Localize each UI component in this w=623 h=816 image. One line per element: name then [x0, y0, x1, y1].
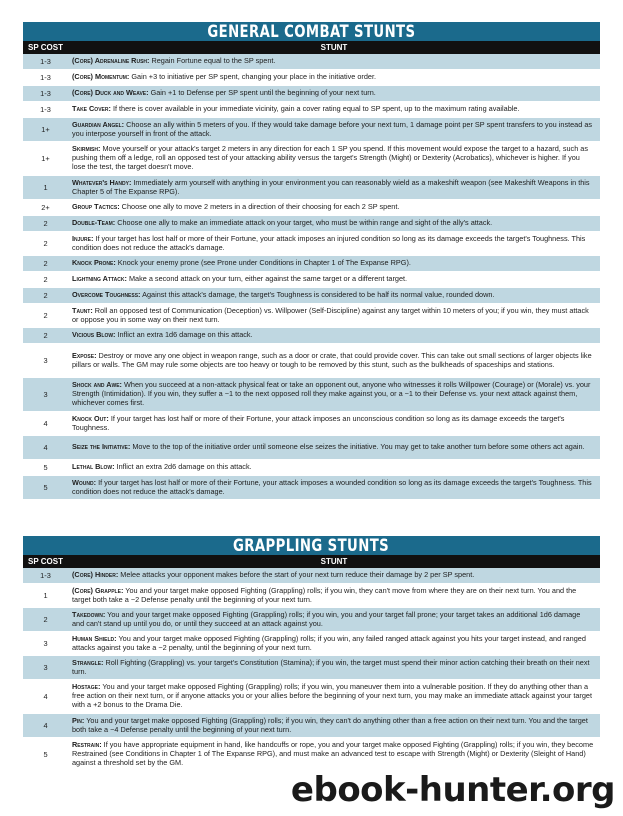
stunt-name: Restrain: [72, 740, 102, 750]
stunt-cell [68, 105, 600, 114]
table-row [23, 272, 600, 288]
stunt-description: Choose one ally to make an immediate attack on your target, who must be within range and sight of the ally's attack. [115, 218, 493, 228]
general-combat-stunts-table [23, 22, 600, 500]
stunt-description: When you succeed at a non-attack physical feat or take an opponent out, anyone who witnesses it rolls Willpower (Courage) or (Morale) vs. your Strength (Intimidation). If you win, they suffer a −1 to the next opposed roll they make against you, or a −1 to their Defense vs. your next attack against them, whichever comes first. [72, 380, 591, 407]
stunt-name: Pin: [72, 715, 85, 725]
stunt-description: Melee attacks your opponent makes before the start of your next turn reduce their damage by 2 per SP spent. [118, 570, 475, 580]
stunt-cell [68, 463, 600, 472]
sp-cost-cell: 1-3 [40, 73, 51, 82]
stunt-description: You and your target make opposed Fighting (Grappling) rolls; if you win, you maneuver them into a vulnerable position. If they do anything other than a free action on their next turn, or if anyone attacks you or your allies before the beginning of your next turn, you may make an immediate attack against your target with a +2 bonus to the Drama Die. [72, 682, 592, 709]
sp-cost-cell: 3 [43, 390, 48, 399]
stunt-name: Seize the Initiative: [72, 442, 131, 452]
table-row [23, 476, 600, 500]
stunt-description: Make a second attack on your turn, either against the same target or a different target. [126, 274, 408, 284]
sp-cost-cell: 2 [43, 311, 48, 320]
table-row [23, 118, 600, 142]
sp-cost-cell: 4 [43, 721, 48, 730]
stunt-description: Roll an opposed test of Communication (Deception) vs. Willpower (Self-Discipline) against any target within 10 meters of you; if you win, they must attack or oppose you in some way on their next turn. [72, 305, 589, 324]
table-row [23, 584, 600, 608]
stunt-name: Skirmish: [72, 144, 101, 154]
stunt-name: Knock Out: [72, 413, 109, 423]
stunt-description: You and your target make opposed Fighting (Grappling) rolls; if you win, they can't move from where they are on their next turn. You and the target both take a −2 Defense penalty until the beginning of your next turn. [72, 585, 577, 604]
sp-cost-cell: 2+ [41, 203, 50, 212]
stunt-name: Lightning Attack: [72, 274, 127, 284]
sp-cost-cell: 1 [43, 591, 48, 600]
table-row [23, 344, 600, 378]
grappling-stunts-table [23, 536, 600, 772]
stunt-name: (Core) Grapple: [72, 585, 124, 595]
sp-cost-cell: 3 [43, 639, 48, 648]
stunt-cell [68, 635, 600, 652]
sp-cost-cell: 4 [43, 443, 48, 452]
stunt-name: (Core) Adrenaline Rush: [72, 56, 150, 66]
sp-cost-cell: 1-3 [40, 571, 51, 580]
sp-cost-cell: 2 [43, 275, 48, 284]
general-stunts-rows [23, 54, 600, 500]
stunt-description: Regain Fortune equal to the SP spent. [149, 56, 276, 66]
stunt-description: You and your target make opposed Fighting (Grappling) rolls; if you win, any failed ranged attack against you hits your target instead, and ranged attacks against you take a −2 penalty, until the beginning of your next turn. [72, 633, 586, 652]
stunt-cell [68, 741, 600, 767]
stunt-name: Shock and Awe: [72, 380, 122, 390]
stunt-name: Group Tactics: [72, 202, 120, 212]
stunt-description: Gain +3 to initiative per SP spent, changing your place in the initiative order. [129, 72, 377, 82]
stunt-description: Roll Fighting (Grappling) vs. your target's Constitution (Stamina); if you win, the target must spend their minor action catching their breath on their next turn. [72, 657, 590, 676]
table-row [23, 412, 600, 436]
table-row [23, 632, 600, 656]
stunt-name: Takedown: [72, 609, 106, 619]
table-row [23, 256, 600, 272]
stunt-cell [68, 57, 600, 66]
stunt-cell [68, 259, 600, 268]
stunt-cell [68, 219, 600, 228]
table-row [23, 70, 600, 86]
stunt-cell [68, 352, 600, 369]
stunt-description: You and your target make opposed Fighting (Grappling) rolls; if you win, they can't do anything other than a free action on their next turn. You and the target both take a −4 Defense penalty until the beginning of your next turn. [72, 715, 588, 734]
stunt-name: Human Shield: [72, 633, 117, 643]
stunt-description: If you have appropriate equipment in hand, like handcuffs or rope, you and your target make opposed Fighting (Grappling) rolls; if you win, they become Restrained (see Conditions in Chapter 1 of The Expanse RPG), and must make an advanced test to escape with Strength (Might) or Dexterity (Sleight of Hand) against a threshold set by the GM. [72, 740, 594, 767]
stunt-description: If your target has lost half or more of their Fortune, your attack imposes a wounded condition so long as its damage exceeds the target's Toughness. This condition does not reduce the attack's damage. [72, 477, 592, 496]
table-row [23, 680, 600, 714]
sp-cost-cell: 3 [43, 356, 48, 365]
sp-cost-cell: 4 [43, 692, 48, 701]
stunt-description: You and your target make opposed Fighting (Grappling) rolls; if you win, you and your target fall prone; your target takes an additional 1d6 damage and can't stand up until you do, or until they succeed at an attack against you. [72, 609, 581, 628]
table-row [23, 304, 600, 328]
stunt-name: Strangle: [72, 657, 104, 667]
table-row [23, 176, 600, 200]
stunt-cell [68, 443, 600, 452]
stunt-description: If there is cover available in your immediate vicinity, gain a cover rating equal to SP spent, up to the maximum rating available. [110, 104, 520, 114]
table-row [23, 86, 600, 102]
grappling-stunts-header [23, 555, 600, 568]
sp-cost-cell: 3 [43, 663, 48, 672]
stunt-description: Move to the top of the initiative order until someone else seizes the initiative. You may get to take another turn before some others act again. [130, 442, 585, 452]
table-row [23, 200, 600, 216]
stunt-name: Whatever's Handy: [72, 177, 132, 187]
stunt-name: Injure: [72, 233, 94, 243]
table-row [23, 328, 600, 344]
stunt-cell [68, 307, 600, 324]
sp-cost-cell: 2 [43, 219, 48, 228]
stunt-cell [68, 571, 600, 580]
stunt-name: Double-Team: [72, 218, 116, 228]
table-row [23, 568, 600, 584]
stunt-description: Inflict an extra 1d6 damage on this attack. [115, 330, 253, 340]
table-row [23, 216, 600, 232]
stunt-cell [68, 587, 600, 604]
stunt-cell [68, 73, 600, 82]
sp-cost-header: SP COST [28, 557, 63, 566]
stunt-name: Expose: [72, 350, 97, 360]
stunt-name: (Core) Duck and Weave: [72, 88, 149, 98]
table-row [23, 378, 600, 412]
stunt-description: Choose an ally within 5 meters of you. If they would take damage before your next turn, 1 damage point per SP spent transfers to you instead as you interpose yourself in front of the attack. [72, 119, 593, 138]
table-row [23, 436, 600, 460]
watermark-text: ebook-hunter.org [290, 770, 615, 810]
stunt-name: Overcome Toughness: [72, 290, 141, 300]
stunt-cell [68, 89, 600, 98]
stunt-header: STUNT [320, 557, 348, 566]
sp-cost-cell: 2 [43, 615, 48, 624]
table-row [23, 288, 600, 304]
table-row [23, 714, 600, 738]
sp-cost-header: SP COST [28, 43, 63, 52]
stunt-name: (Core) Momentum: [72, 72, 130, 82]
stunt-cell [68, 291, 600, 300]
stunt-description: Destroy or move any one object in weapon range, such as a door or crate, that could provide cover. This can take out small sections of larger objects like pillars or walls. The GM may rule some objects are too heavy or tough to be removed by this stunt, such as the bulkheads of spaceships and stations. [72, 350, 592, 369]
stunt-name: Taunt: [72, 305, 93, 315]
stunt-description: Against this attack's damage, the target's Toughness is considered to be half its normal value, rounded down. [140, 290, 495, 300]
grappling-stunts-title: GRAPPLING STUNTS [233, 535, 390, 556]
sp-cost-cell: 5 [43, 463, 48, 472]
sp-cost-cell: 2 [43, 331, 48, 340]
stunt-description: If your target has lost half or more of their Fortune, your attack imposes an unconscious condition so long as its damage exceeds the target's Toughness. [72, 413, 565, 432]
stunt-description: Gain +1 to Defense per SP spent until the beginning of your next turn. [148, 88, 376, 98]
general-stunts-banner [23, 22, 600, 41]
stunt-name: Take Cover: [72, 104, 111, 114]
stunt-name: Lethal Blow: [72, 462, 115, 472]
table-row [23, 738, 600, 772]
sp-cost-cell: 4 [43, 419, 48, 428]
stunt-description: If your target has lost half or more of their Fortune, your attack imposes an injured condition so long as its damage exceeds the target's Toughness. This condition does not reduce the attack's damage. [72, 233, 586, 252]
stunt-cell [68, 145, 600, 171]
grappling-stunts-rows [23, 568, 600, 772]
stunt-cell [68, 683, 600, 709]
sp-cost-cell: 2 [43, 239, 48, 248]
stunt-name: Hostage: [72, 682, 101, 692]
stunt-description: Immediately arm yourself with anything in your environment you can reasonably wield as a makeshift weapon (see Makeshift Weapons in this Chapter 5 of The Expanse RPG). [72, 177, 590, 196]
sp-cost-cell: 1-3 [40, 105, 51, 114]
stunt-description: Move yourself or your attack's target 2 meters in any direction for each 1 SP you spend. If this movement would expose the target to a hazard, such as pushing them off a ledge, roll an opposed test of your attacking ability versus the target's Strength (Might) or Dexterity (Acrobatics), whichever is higher. If you lose the test, the target doesn't move. [72, 144, 588, 171]
stunt-cell [68, 275, 600, 284]
grappling-stunts-banner [23, 536, 600, 555]
table-row [23, 656, 600, 680]
table-row [23, 54, 600, 70]
stunt-cell [68, 381, 600, 407]
sp-cost-cell: 1+ [41, 154, 50, 163]
stunt-cell [68, 179, 600, 196]
sp-cost-cell: 1-3 [40, 89, 51, 98]
stunt-description: Inflict an extra 2d6 damage on this attack. [114, 462, 252, 472]
stunt-name: Vicious Blow: [72, 330, 116, 340]
table-row [23, 460, 600, 476]
stunt-cell [68, 717, 600, 734]
stunt-cell [68, 415, 600, 432]
sp-cost-cell: 5 [43, 750, 48, 759]
stunt-name: Knock Prone: [72, 258, 116, 268]
table-row [23, 232, 600, 256]
general-stunts-header [23, 41, 600, 54]
sp-cost-cell: 1-3 [40, 57, 51, 66]
sp-cost-cell: 5 [43, 483, 48, 492]
stunt-header: STUNT [320, 43, 348, 52]
stunt-cell [68, 331, 600, 340]
sp-cost-cell: 2 [43, 291, 48, 300]
general-stunts-title: GENERAL COMBAT STUNTS [207, 21, 416, 42]
stunt-name: (Core) Hinder: [72, 570, 119, 580]
stunt-cell [68, 611, 600, 628]
stunt-cell [68, 479, 600, 496]
sp-cost-cell: 1+ [41, 125, 50, 134]
stunt-cell [68, 659, 600, 676]
table-row [23, 608, 600, 632]
sp-cost-cell: 1 [43, 183, 48, 192]
stunt-cell [68, 235, 600, 252]
stunt-description: Choose one ally to move 2 meters in a direction of their choosing for each 2 SP spent. [119, 202, 400, 212]
stunt-cell [68, 121, 600, 138]
sp-cost-cell: 2 [43, 259, 48, 268]
stunt-description: Knock your enemy prone (see Prone under Conditions in Chapter 1 of The Expanse RPG). [115, 258, 411, 268]
stunt-name: Wound: [72, 477, 97, 487]
stunt-name: Guardian Angel: [72, 119, 125, 129]
table-row [23, 102, 600, 118]
table-row [23, 142, 600, 176]
stunt-cell [68, 203, 600, 212]
